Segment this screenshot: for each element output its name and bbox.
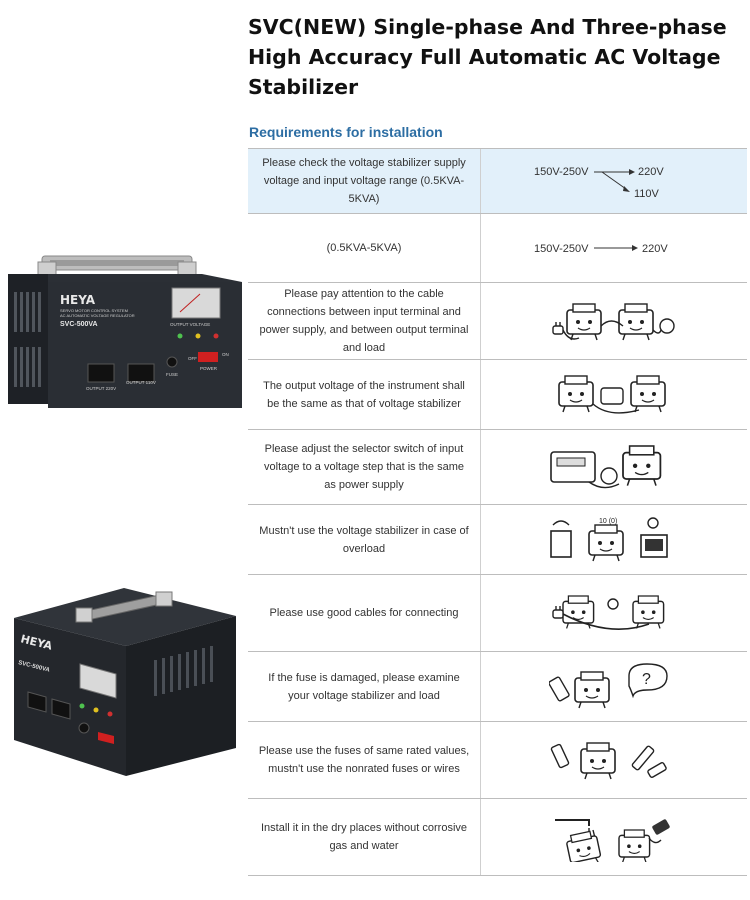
requirement-text: Install it in the dry places without corrosive gas and water [248, 799, 481, 875]
requirement-illustration [481, 149, 747, 213]
output-voltage-b-label: 110V [634, 188, 659, 200]
output-110-label: OUTPUT 110V [126, 380, 156, 385]
input-voltage-label: 150V-250V [534, 166, 589, 178]
requirement-illustration [481, 799, 747, 875]
requirement-row [248, 430, 747, 505]
requirement-text: Mustn't use the voltage stabilizer in case of overload [248, 505, 481, 574]
cable-connection-cartoon-icon [549, 296, 679, 346]
requirement-row [248, 505, 747, 575]
requirement-text: Please use good cables for connecting [248, 575, 481, 651]
damaged-fuse-cartoon-icon [549, 662, 679, 712]
off-label: OFF [188, 356, 197, 361]
model-label-2: SVC-500VA [17, 660, 51, 674]
requirement-row [248, 799, 747, 876]
brand-label-2: HEYA [19, 632, 54, 653]
output-voltage-a-label: 220V [642, 243, 668, 255]
model-label: SVC-500VA [60, 321, 98, 328]
on-label: ON [222, 352, 229, 357]
requirement-illustration [481, 505, 747, 574]
voltage-range-diagram [534, 159, 694, 203]
voltage-stabilizer-photo-angle [4, 580, 246, 780]
voltage-single-diagram [534, 238, 694, 258]
product-line1: SERVO MOTOR CONTROL SYSTEM [60, 308, 128, 313]
requirement-text: Please pay attention to the cable connections between input terminal and power supply, and between output terminal and load [248, 283, 481, 359]
requirement-text: Please check the voltage stabilizer supply voltage and input voltage range (0.5KVA-5KVA) [248, 149, 481, 213]
matching-voltage-cartoon-icon [549, 370, 679, 420]
page-title: SVC(NEW) Single-phase And Three-phase High Accuracy Full Automatic AC Voltage Stabilizer [248, 15, 727, 99]
selector-switch-cartoon-icon [549, 442, 679, 492]
requirement-row [248, 652, 747, 722]
requirement-illustration [481, 360, 747, 429]
section-title: Requirements for installation [249, 124, 443, 140]
requirement-illustration [481, 722, 747, 798]
product-line2: AC AUTOMATIC VOLTAGE REGULATOR [60, 313, 135, 318]
requirement-illustration [481, 430, 747, 504]
requirement-row [248, 148, 747, 214]
brand-label: HEYA [60, 293, 96, 307]
requirement-row [248, 360, 747, 430]
svg-text:10 (0): 10 (0) [599, 517, 618, 525]
requirement-row [248, 214, 747, 283]
fuse-label: FUSE [166, 372, 179, 377]
requirement-row [248, 722, 747, 799]
svg-text:?: ? [642, 670, 651, 688]
requirement-text: If the fuse is damaged, please examine your voltage stabilizer and load [248, 652, 481, 721]
requirement-illustration [481, 652, 747, 721]
meter-label: OUTPUT VOLTAGE [170, 322, 211, 327]
output-voltage-a-label: 220V [638, 166, 664, 178]
power-label: POWER [200, 366, 218, 371]
voltage-stabilizer-photo-front [2, 252, 246, 412]
dry-place-cartoon-icon [549, 812, 679, 862]
requirement-text: The output voltage of the instrument shall be the same as that of voltage stabilizer [248, 360, 481, 429]
requirement-text: (0.5KVA-5KVA) [248, 214, 481, 282]
requirement-row [248, 283, 747, 360]
requirement-illustration [481, 283, 747, 359]
overload-cartoon-icon [549, 515, 679, 565]
requirement-illustration [481, 214, 747, 282]
input-voltage-label: 150V-250V [534, 243, 589, 255]
requirement-row [248, 575, 747, 652]
requirement-text: Please adjust the selector switch of input voltage to a voltage step that is the same as power supply [248, 430, 481, 504]
output-220-label: OUTPUT 220V [86, 386, 117, 391]
good-cables-cartoon-icon [549, 588, 679, 638]
requirement-text: Please use the fuses of same rated values, mustn't use the nonrated fuses or wires [248, 722, 481, 798]
requirement-illustration [481, 575, 747, 651]
rated-fuse-cartoon-icon [549, 735, 679, 785]
